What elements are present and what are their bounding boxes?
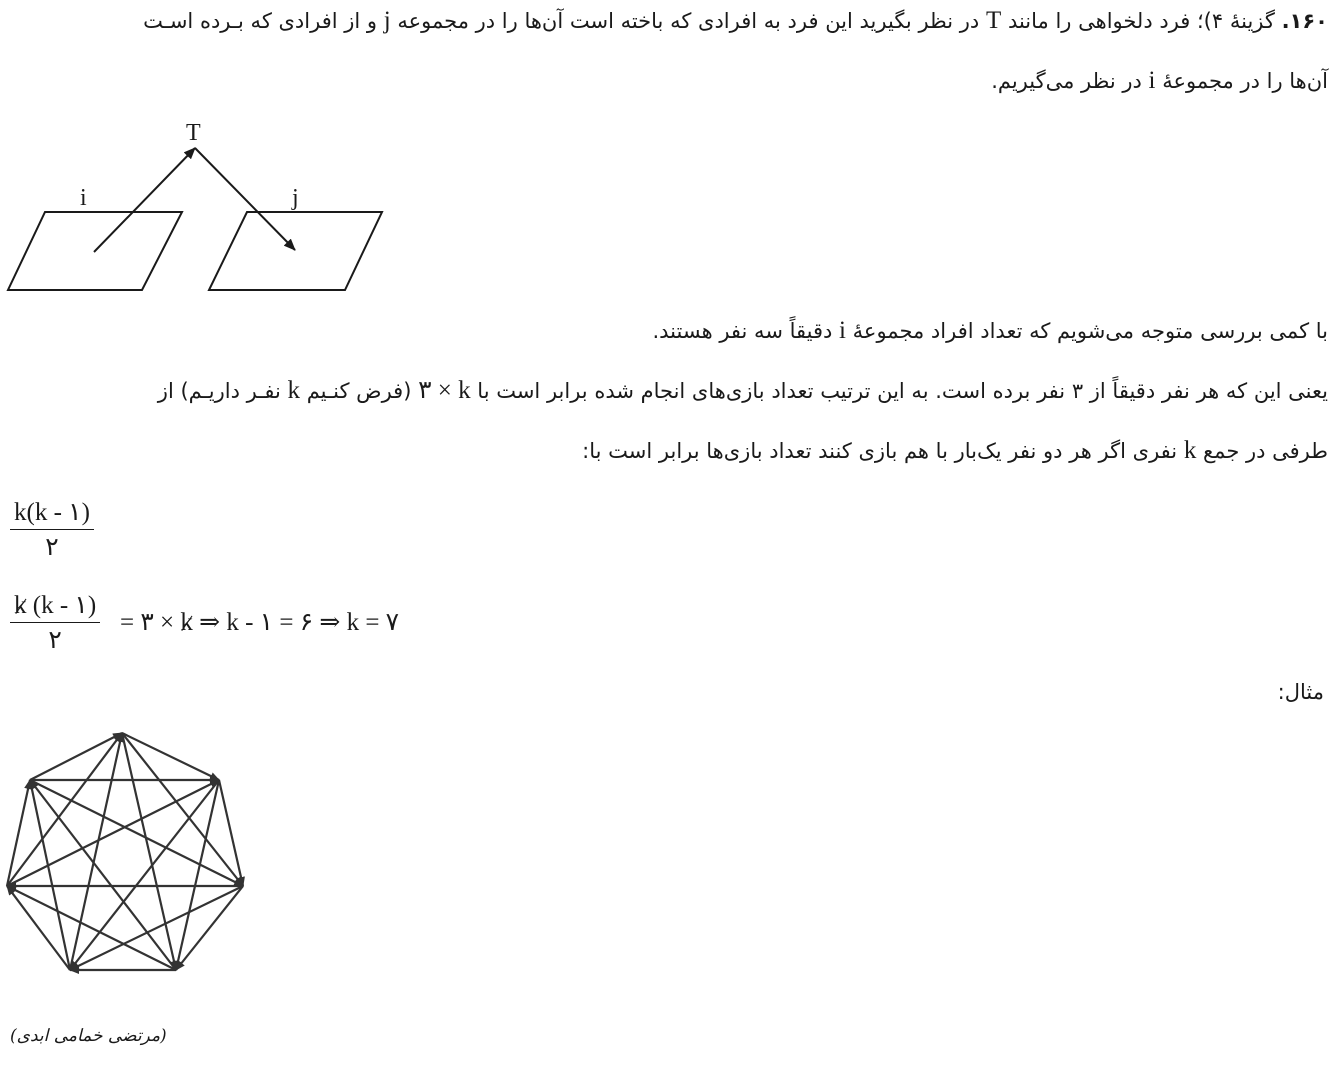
problem-text: در نظر می‌گیریم. [991, 69, 1142, 93]
para-text: نفری اگر هر دو نفر یک‌بار با هم بازی کنند تعداد بازی‌ها برابر است با: [582, 439, 1178, 463]
sets-diagram [0, 110, 400, 300]
var-k: k [287, 377, 301, 404]
problem-line-2 [991, 66, 1328, 96]
fraction-pairs [10, 497, 94, 562]
para-line-3 [582, 436, 1328, 466]
fraction-denominator: ۲ [45, 534, 59, 561]
fraction-numerator [10, 590, 100, 623]
cancelled-k: k [180, 609, 193, 636]
fraction-denominator: ۲ [48, 627, 62, 654]
problem-text: در نظر بگیرید این فرد به افرادی که باخته است آن‌ها را در مجموعه [397, 9, 980, 33]
label-j: j [292, 185, 299, 211]
var-i: i [839, 317, 846, 344]
equation-rhs [120, 607, 399, 637]
para-text: یعنی این که هر نفر دقیقاً از ۳ نفر برده است. به این ترتیب تعداد بازی‌های انجام شده برابر است با [477, 379, 1328, 403]
problem-text: آن‌ها را در مجموعهٔ [1162, 69, 1328, 93]
para-text: طرفی در جمع [1203, 439, 1328, 463]
fraction-numerator: k(k - ۱) [10, 497, 94, 530]
tournament-edges [7, 733, 243, 970]
example-label: مثال: [1277, 680, 1324, 704]
problem-number: ۱۶۰. [1281, 9, 1328, 33]
label-i: i [80, 185, 87, 211]
arrow-T-to-j [195, 148, 295, 250]
var-k: k [1183, 437, 1197, 464]
rhs-text: ⇒ k - ۱ = ۶ ⇒ k = ۷ [199, 609, 400, 636]
problem-text: و از افرادی که بـرده اسـت [143, 9, 378, 33]
numerator-rest: (k - ۱) [32, 592, 97, 619]
label-T: T [186, 120, 201, 146]
para-text: با کمی بررسی متوجه می‌شویم که تعداد افراد مجموعهٔ [852, 319, 1328, 343]
arrow-i-to-T [94, 148, 195, 252]
set-j-parallelogram [209, 212, 382, 290]
author-credit: (مرتضی خمامی ابدی) [10, 1026, 167, 1046]
para-line-1 [652, 316, 1328, 346]
heptagon-tournament-diagram [0, 725, 260, 985]
fraction-equation-lhs [10, 590, 100, 655]
expr-3k: ۳ × k [418, 377, 471, 404]
rhs-text: = ۳ × [120, 609, 175, 636]
para-text: نفـر داریـم) از [157, 379, 281, 403]
var-i: i [1148, 67, 1156, 94]
problem-line-1 [143, 6, 1328, 36]
para-text: (فرض کنـیم [306, 379, 412, 403]
para-line-2 [158, 376, 1328, 406]
cancelled-k: k [14, 592, 27, 619]
problem-text: گزینهٔ ۴)؛ فرد دلخواهی را مانند [1007, 9, 1275, 33]
var-j: j [383, 7, 391, 34]
para-text: دقیقاً سه نفر هستند. [652, 319, 833, 343]
var-T: T [985, 7, 1002, 34]
